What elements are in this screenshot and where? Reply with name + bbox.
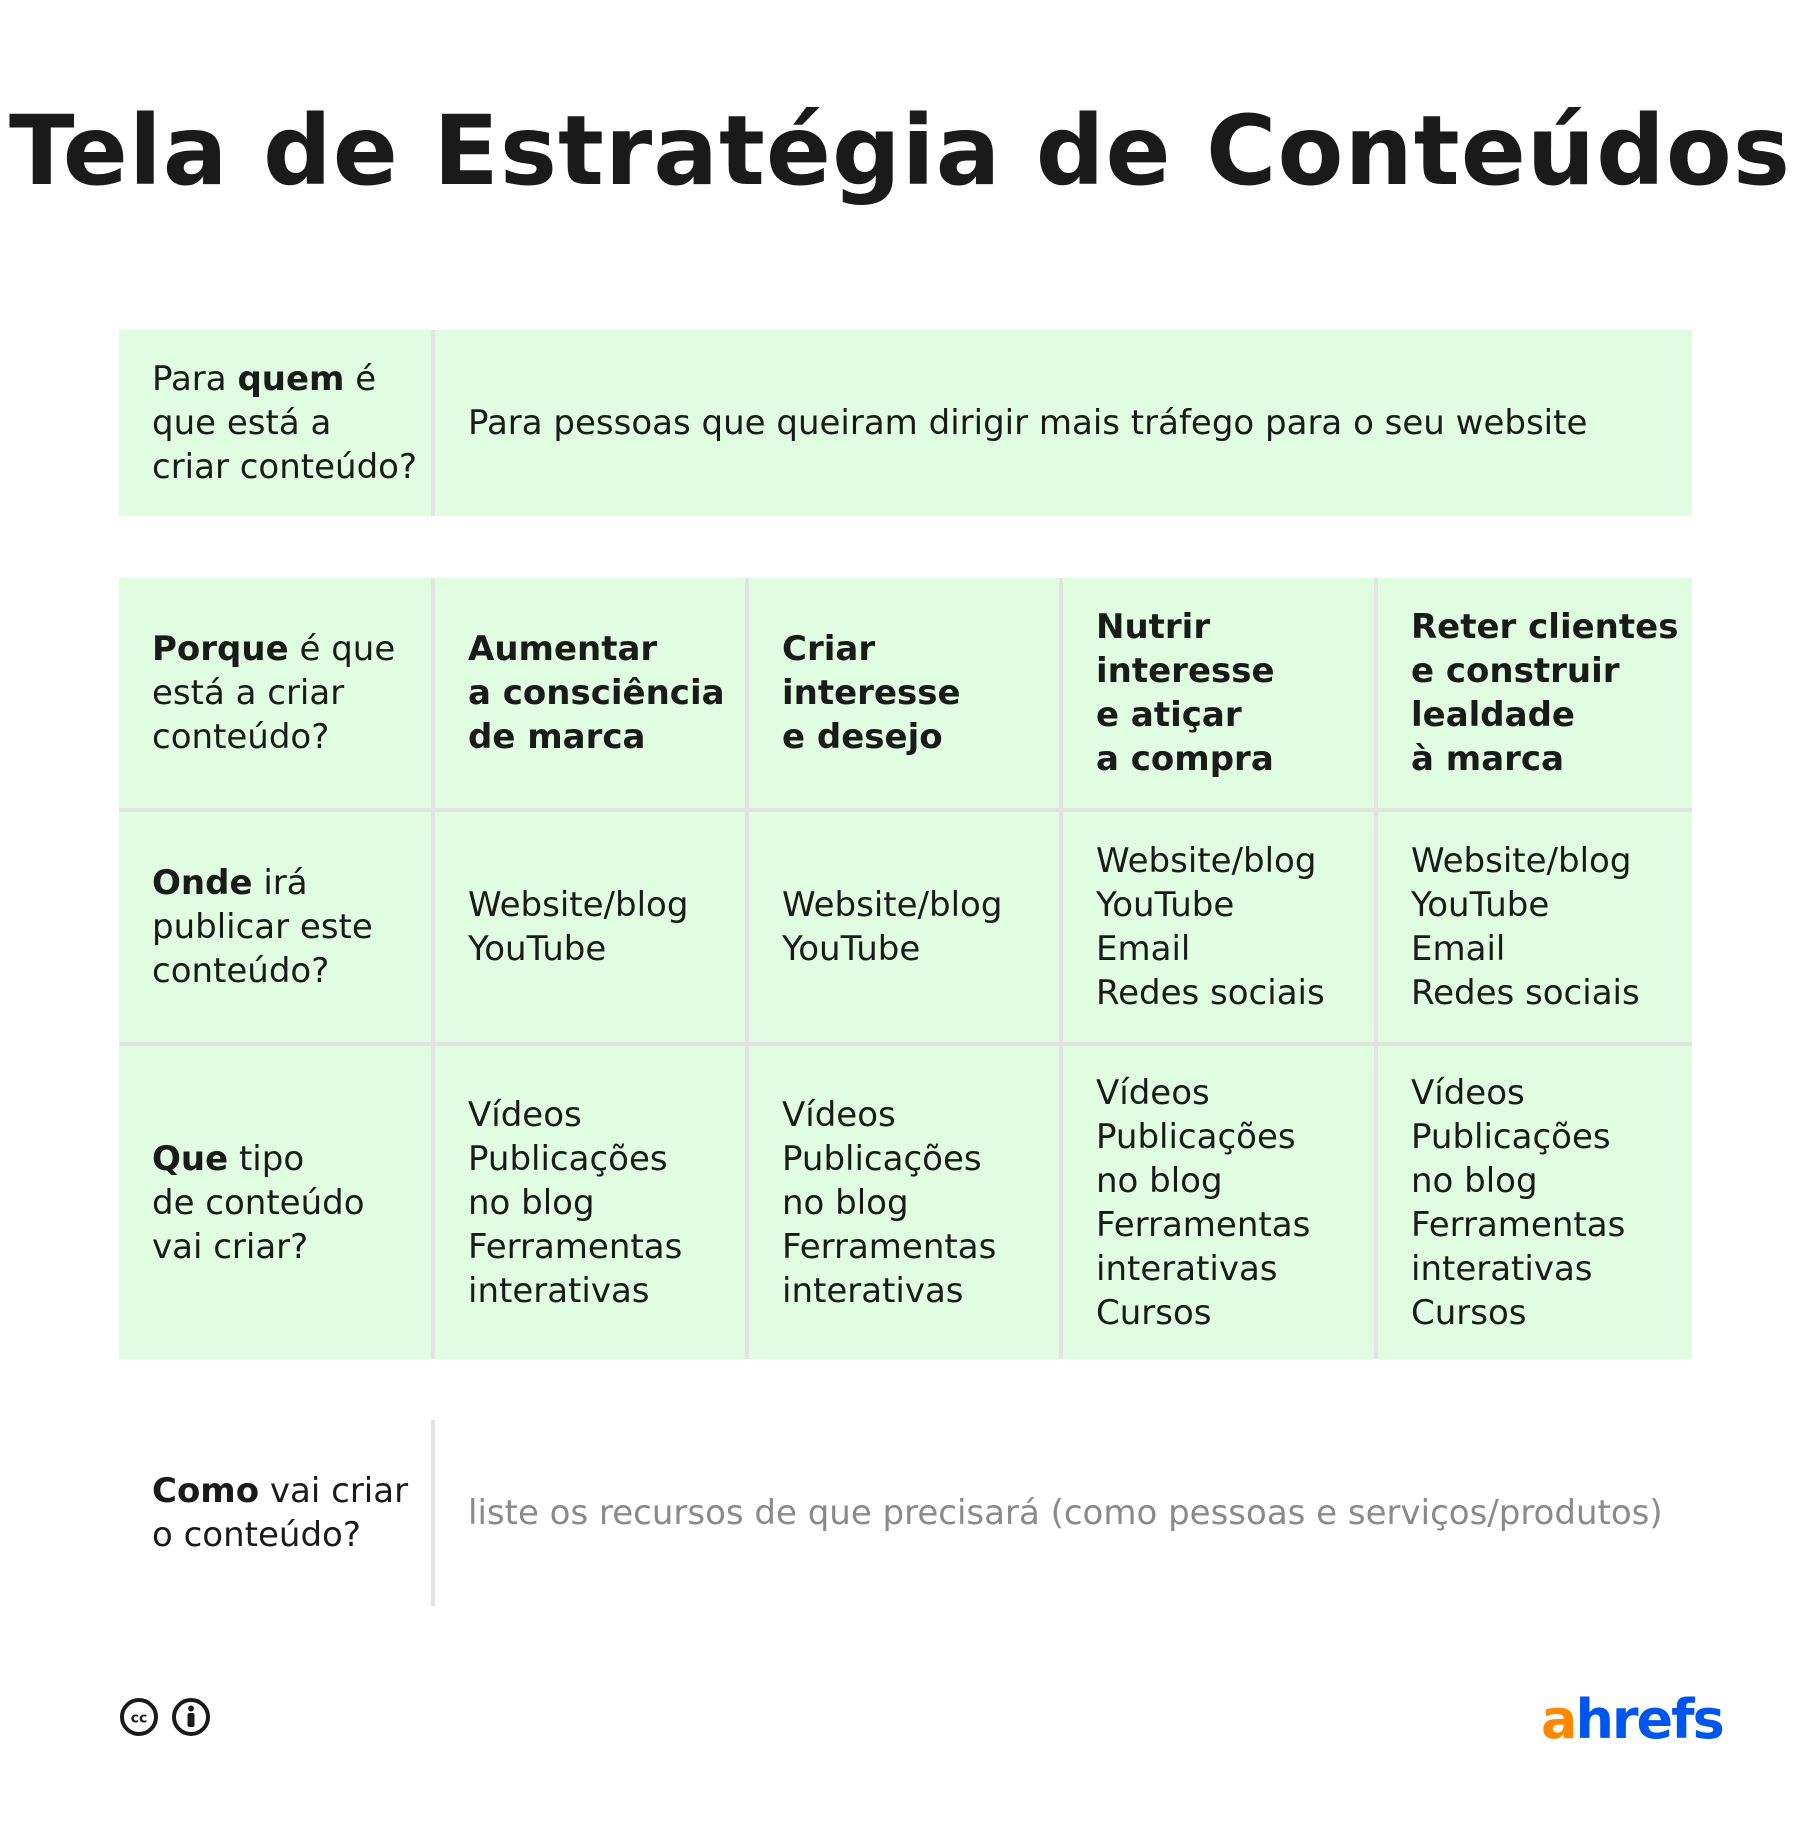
license-icons bbox=[119, 1697, 211, 1737]
where-q-bold: Onde bbox=[152, 863, 253, 903]
stage-line: e construir bbox=[1411, 651, 1620, 691]
how-q-post: vai criar bbox=[259, 1471, 409, 1511]
type-line: no blog bbox=[782, 1182, 909, 1223]
stage-line: Reter clientes bbox=[1411, 607, 1679, 647]
type-line: Ferramentas bbox=[782, 1226, 997, 1267]
channel-cell bbox=[749, 812, 1059, 1042]
channel-cell bbox=[1378, 812, 1692, 1042]
what-question-cell bbox=[119, 1046, 431, 1359]
stage-line: Aumentar bbox=[468, 629, 658, 669]
channel-line: Email bbox=[1411, 929, 1506, 969]
logo-a: a bbox=[1541, 1688, 1576, 1751]
why-question-cell bbox=[119, 578, 431, 808]
type-line: Vídeos bbox=[1411, 1072, 1525, 1113]
what-q-post: tipo bbox=[228, 1138, 305, 1179]
logo-rest: hrefs bbox=[1575, 1688, 1723, 1751]
page-title: Tela de Estratégia de Conteúdos bbox=[9, 95, 1791, 207]
where-q-line3: conteúdo? bbox=[152, 951, 330, 991]
stage-cell-interest bbox=[749, 578, 1059, 808]
who-answer: Para pessoas que queiram dirigir mais tráfego para o seu website bbox=[468, 403, 1588, 443]
where-q-post: irá bbox=[252, 863, 308, 903]
stage-cell-awareness bbox=[435, 578, 745, 808]
type-line: interativas bbox=[1411, 1248, 1593, 1289]
stage-cell-retain bbox=[1378, 578, 1692, 808]
where-question-cell bbox=[119, 812, 431, 1042]
type-line: Cursos bbox=[1411, 1292, 1527, 1333]
type-line: Publicações bbox=[1096, 1116, 1296, 1157]
who-q-bold: quem bbox=[237, 359, 345, 399]
type-line: Ferramentas bbox=[1096, 1204, 1311, 1245]
channel-line: YouTube bbox=[1096, 885, 1235, 925]
who-answer-cell bbox=[435, 330, 1692, 516]
channel-line: Website/blog bbox=[1096, 841, 1317, 881]
stage-line: a consciência bbox=[468, 673, 725, 713]
stage-line: à marca bbox=[1411, 739, 1565, 779]
who-q-line2: que está a bbox=[152, 403, 332, 443]
type-line: Publicações bbox=[468, 1138, 668, 1179]
how-question-cell bbox=[119, 1420, 431, 1606]
how-q-bold: Como bbox=[152, 1471, 260, 1511]
type-cell bbox=[1378, 1046, 1692, 1359]
creative-commons-icon bbox=[119, 1697, 159, 1737]
channel-line: Email bbox=[1096, 929, 1191, 969]
type-line: interativas bbox=[468, 1270, 650, 1311]
channel-line: YouTube bbox=[1411, 885, 1550, 925]
what-q-bold: Que bbox=[152, 1138, 229, 1179]
stage-cell-nurture bbox=[1063, 578, 1374, 808]
who-q-line3: criar conteúdo? bbox=[152, 447, 418, 487]
stage-line: lealdade bbox=[1411, 695, 1575, 735]
type-cell bbox=[1063, 1046, 1374, 1359]
why-q-line2: está a criar bbox=[152, 673, 345, 713]
channel-cell bbox=[435, 812, 745, 1042]
where-q-line2: publicar este bbox=[152, 907, 373, 947]
who-question-cell bbox=[119, 330, 431, 516]
type-line: Vídeos bbox=[782, 1094, 896, 1135]
ahrefs-logo[interactable] bbox=[1541, 1690, 1723, 1750]
type-line: Cursos bbox=[1096, 1292, 1212, 1333]
stage-line: interesse bbox=[1096, 651, 1275, 691]
type-cell bbox=[749, 1046, 1059, 1359]
who-divider bbox=[431, 330, 435, 516]
type-line: Vídeos bbox=[468, 1094, 582, 1135]
what-q-line3: vai criar? bbox=[152, 1226, 309, 1267]
type-line: interativas bbox=[1096, 1248, 1278, 1289]
stage-line: interesse bbox=[782, 673, 961, 713]
channel-line: YouTube bbox=[468, 929, 607, 969]
channel-line: Website/blog bbox=[782, 885, 1003, 925]
channel-line: Redes sociais bbox=[1411, 973, 1640, 1013]
stage-line: a compra bbox=[1096, 739, 1274, 779]
channel-line: Website/blog bbox=[1411, 841, 1632, 881]
channel-line: YouTube bbox=[782, 929, 921, 969]
stage-line: e desejo bbox=[782, 717, 943, 757]
type-line: Publicações bbox=[1411, 1116, 1611, 1157]
who-q-post: é bbox=[344, 359, 377, 399]
why-q-bold: Porque bbox=[152, 629, 289, 669]
type-line: Publicações bbox=[782, 1138, 982, 1179]
what-q-line2: de conteúdo bbox=[152, 1182, 365, 1223]
attribution-icon bbox=[171, 1697, 211, 1737]
how-q-line2: o conteúdo? bbox=[152, 1515, 361, 1555]
channel-line: Redes sociais bbox=[1096, 973, 1325, 1013]
type-line: interativas bbox=[782, 1270, 964, 1311]
channel-cell bbox=[1063, 812, 1374, 1042]
type-cell bbox=[435, 1046, 745, 1359]
type-line: Ferramentas bbox=[468, 1226, 683, 1267]
type-line: no blog bbox=[1411, 1160, 1538, 1201]
type-line: no blog bbox=[1096, 1160, 1223, 1201]
stage-line: e atiçar bbox=[1096, 695, 1242, 735]
type-line: Vídeos bbox=[1096, 1072, 1210, 1113]
channel-line: Website/blog bbox=[468, 885, 689, 925]
why-q-line3: conteúdo? bbox=[152, 717, 330, 757]
type-line: no blog bbox=[468, 1182, 595, 1223]
stage-line: Criar bbox=[782, 629, 876, 669]
who-q-pre: Para bbox=[152, 359, 238, 399]
type-line: Ferramentas bbox=[1411, 1204, 1626, 1245]
why-q-post: é que bbox=[288, 629, 396, 669]
stage-line: Nutrir bbox=[1096, 607, 1211, 647]
stage-line: de marca bbox=[468, 717, 646, 757]
svg-text:cc: cc bbox=[130, 1710, 148, 1727]
how-answer-cell bbox=[435, 1420, 1692, 1606]
how-answer: liste os recursos de que precisará (como pessoas e serviços/produtos) bbox=[468, 1493, 1663, 1533]
